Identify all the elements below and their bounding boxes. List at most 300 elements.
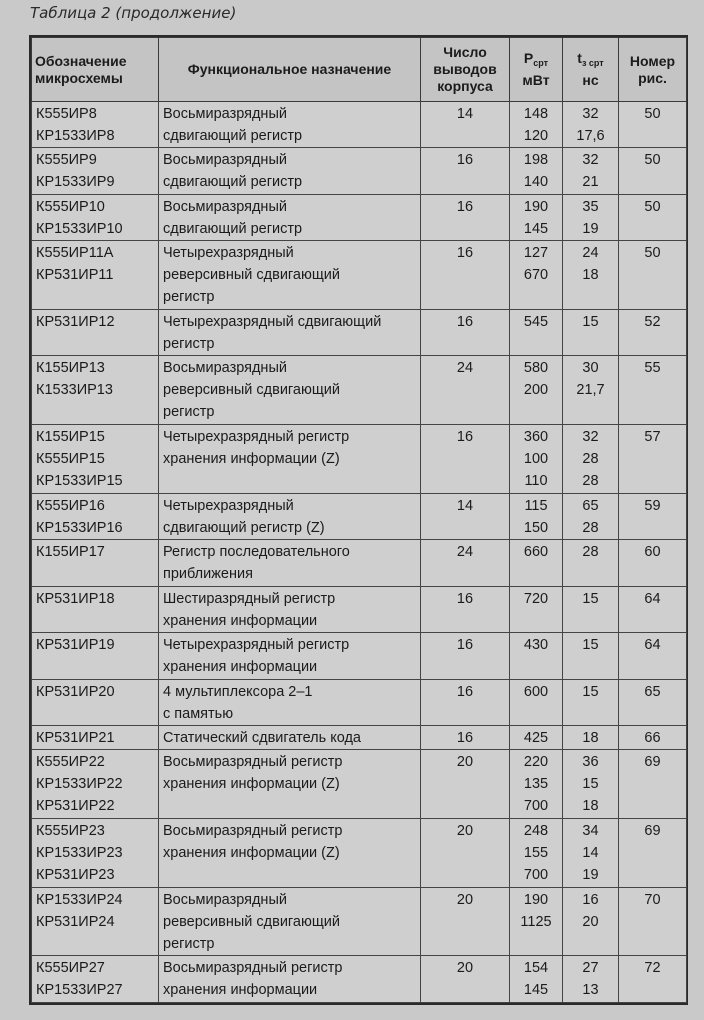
chip-name: КР1533ИР8: [36, 128, 115, 144]
pin-count: 16: [456, 590, 474, 607]
figure-cell: [619, 679, 687, 725]
delay-unit: нс: [582, 72, 599, 88]
function-line: сдвигающий регистр: [163, 128, 303, 144]
function-line: сдвигающий регистр: [163, 174, 303, 191]
delay-cell: [563, 750, 619, 819]
delay-cell: [563, 726, 619, 750]
figure-cell: [619, 356, 687, 425]
pin-count: 16: [456, 152, 474, 169]
power-value: 248: [523, 823, 549, 839]
function-line: Восьмиразрядный: [163, 198, 287, 215]
power-value: 600: [523, 683, 549, 700]
pins-cell: [421, 148, 510, 194]
figure-number: 59: [644, 497, 661, 514]
delay-value: 65: [582, 497, 599, 514]
power-cell: [510, 750, 563, 819]
chip-name: КР1533ИР16: [36, 519, 123, 536]
function-line: хранения информации: [163, 982, 318, 999]
delay-cell: [563, 194, 619, 240]
delay-value: 19: [582, 220, 599, 237]
chip-name: К555ИР22: [36, 754, 105, 771]
function-line: регистр: [163, 935, 215, 952]
function-cell: [159, 148, 421, 194]
pin-count: 24: [456, 360, 474, 377]
power-value: 580: [523, 360, 549, 377]
power-cell: [510, 241, 563, 310]
delay-value: 32: [582, 429, 599, 446]
chip-cell: [32, 540, 159, 586]
chip-name: КР531ИР18: [36, 590, 115, 607]
delay-value: 18: [582, 798, 599, 815]
chip-name: КР1533ИР10: [36, 220, 123, 237]
function-line: Восьмиразрядный регистр: [163, 960, 343, 977]
power-cell: [510, 493, 563, 539]
chip-cell: [32, 956, 159, 1003]
chip-cell: [32, 887, 159, 956]
delay-value: 24: [582, 245, 599, 262]
function-line: 4 мультиплексора 2–1: [163, 683, 313, 700]
figure-number: 69: [644, 754, 661, 771]
chip-name: КР531ИР19: [36, 637, 115, 654]
pins-cell: [421, 102, 510, 148]
pins-cell: [421, 194, 510, 240]
chip-cell: [32, 425, 159, 494]
chip-name: КР531ИР21: [36, 730, 115, 747]
pin-count: 16: [456, 730, 474, 747]
chip-cell: [32, 194, 159, 240]
delay-cell: [563, 356, 619, 425]
figure-number: 57: [644, 429, 661, 446]
power-value: 700: [523, 867, 549, 883]
delay-cell: [563, 493, 619, 539]
chip-cell: [32, 726, 159, 750]
function-line: хранения информации (Z): [163, 451, 340, 468]
figure-cell: [619, 540, 687, 586]
figure-number: 69: [644, 823, 661, 839]
delay-subscript: з срт: [581, 58, 604, 68]
chip-name: К555ИР23: [36, 823, 105, 839]
delay-cell: [563, 586, 619, 632]
delay-value: 15: [582, 683, 599, 700]
function-line: Четырехразрядный: [163, 497, 294, 514]
figure-number: 64: [644, 637, 661, 654]
power-value: 190: [523, 891, 549, 908]
pins-cell: [421, 356, 510, 425]
chip-cell: [32, 241, 159, 310]
delay-value: 14: [582, 845, 599, 861]
header-delay: [563, 38, 619, 102]
chip-cell: [32, 148, 159, 194]
table-row: [32, 493, 687, 539]
delay-cell: [563, 148, 619, 194]
figure-cell: [619, 241, 687, 310]
function-line: Четырехразрядный сдвигающий: [163, 314, 382, 331]
chip-name: КР531ИР12: [36, 314, 115, 331]
pins-cell: [421, 586, 510, 632]
function-line: регистр: [163, 336, 215, 353]
chip-cell: [32, 633, 159, 679]
chip-name: КР531ИР20: [36, 683, 115, 700]
delay-cell: [563, 540, 619, 586]
power-cell: [510, 148, 563, 194]
delay-value: 27: [582, 960, 599, 977]
pin-count: 20: [456, 823, 474, 839]
power-value: 190: [523, 198, 549, 215]
function-line: Восьмиразрядный регистр: [163, 823, 343, 839]
chip-cell: [32, 356, 159, 425]
function-cell: [159, 679, 421, 725]
function-cell: [159, 310, 421, 356]
pins-cell: [421, 241, 510, 310]
table-row: [32, 887, 687, 956]
chip-name: КР531ИР23: [36, 867, 115, 883]
figure-cell: [619, 819, 687, 888]
power-value: 220: [523, 754, 549, 771]
power-cell: [510, 586, 563, 632]
delay-value: 16: [582, 891, 599, 908]
pins-cell: [421, 633, 510, 679]
chip-name: КР1533ИР27: [36, 982, 123, 999]
table-row: [32, 241, 687, 310]
chip-name: К155ИР15: [36, 429, 105, 446]
power-value: 150: [523, 519, 549, 536]
function-line: Шестиразрядный регистр: [163, 590, 336, 607]
figure-cell: [619, 750, 687, 819]
table-row: [32, 102, 687, 148]
table-row: [32, 194, 687, 240]
delay-cell: [563, 887, 619, 956]
function-line: Четырехразрядный регистр: [163, 637, 350, 654]
power-value: 200: [523, 382, 549, 399]
power-value: 115: [524, 497, 548, 514]
header-pins-line: корпуса: [437, 78, 493, 94]
chip-cell: [32, 310, 159, 356]
header-pin-count: [421, 38, 510, 102]
pin-count: 24: [456, 544, 474, 561]
table-row: [32, 310, 687, 356]
delay-value: 32: [582, 106, 599, 122]
figure-number: 50: [644, 152, 661, 169]
chip-name: К555ИР11А: [36, 245, 114, 262]
power-cell: [510, 425, 563, 494]
chip-name: К555ИР8: [36, 106, 97, 122]
power-value: 360: [523, 429, 549, 446]
function-cell: [159, 633, 421, 679]
chip-name: КР531ИР24: [36, 913, 115, 930]
function-line: регистр: [163, 289, 215, 306]
chip-name: КР531ИР11: [36, 267, 114, 284]
figure-number: 55: [644, 360, 661, 377]
function-line: Восьмиразрядный: [163, 360, 287, 377]
power-cell: [510, 819, 563, 888]
pins-cell: [421, 726, 510, 750]
table-caption: Таблица 2 (продолжение): [30, 4, 237, 22]
figure-cell: [619, 586, 687, 632]
pin-count: 14: [456, 497, 474, 514]
delay-value: 21: [582, 174, 599, 191]
delay-value: 17,6: [576, 128, 605, 144]
table-row: [32, 819, 687, 888]
figure-cell: [619, 102, 687, 148]
power-value: 545: [523, 314, 549, 331]
function-line: сдвигающий регистр: [163, 220, 303, 237]
chip-name: КР1533ИР24: [36, 891, 123, 908]
delay-value: 20: [582, 913, 599, 930]
figure-cell: [619, 956, 687, 1003]
table-row: [32, 726, 687, 750]
figure-number: 52: [644, 314, 661, 331]
table-row: [32, 540, 687, 586]
function-line: Статический сдвигатель кода: [163, 730, 361, 747]
delay-value: 28: [582, 519, 599, 536]
chip-name: КР1533ИР22: [36, 776, 123, 793]
function-cell: [159, 425, 421, 494]
function-line: Восьмиразрядный: [163, 152, 287, 169]
chip-name: КР531ИР22: [36, 798, 115, 815]
header-function: Функциональное назначение: [159, 38, 421, 102]
function-cell: [159, 194, 421, 240]
pin-count: 16: [456, 683, 474, 700]
power-value: 198: [523, 152, 549, 169]
function-line: с памятью: [163, 705, 234, 722]
power-cell: [510, 356, 563, 425]
delay-cell: [563, 819, 619, 888]
header-pins-line: Число: [443, 44, 487, 60]
chip-name: КР1533ИР23: [36, 845, 123, 861]
power-value: 430: [523, 637, 549, 654]
header-chip-designation: [32, 38, 159, 102]
delay-cell: [563, 633, 619, 679]
power-cell: [510, 102, 563, 148]
figure-number: 60: [644, 544, 661, 561]
function-line: реверсивный сдвигающий: [163, 913, 340, 930]
function-line: реверсивный сдвигающий: [163, 267, 340, 284]
figure-number: 50: [644, 106, 661, 122]
table-row: [32, 679, 687, 725]
function-line: сдвигающий регистр (Z): [163, 519, 325, 536]
header-fig-line: рис.: [638, 69, 667, 86]
power-value: 145: [523, 982, 549, 999]
header-pins-line: выводов: [433, 61, 497, 77]
power-cell: [510, 956, 563, 1003]
figure-cell: [619, 887, 687, 956]
delay-value: 28: [582, 544, 599, 561]
pin-count: 16: [456, 314, 474, 331]
figure-number: 50: [644, 245, 661, 262]
table-row: [32, 633, 687, 679]
figure-cell: [619, 633, 687, 679]
chip-name: К555ИР9: [36, 152, 97, 169]
chip-cell: [32, 586, 159, 632]
delay-value: 15: [582, 590, 599, 607]
power-value: 135: [523, 776, 549, 793]
power-cell: [510, 726, 563, 750]
power-value: 100: [523, 451, 549, 468]
power-value: 1125: [520, 913, 552, 930]
function-cell: [159, 750, 421, 819]
delay-value: 15: [582, 314, 599, 331]
function-line: регистр: [163, 404, 215, 421]
function-line: Восьмиразрядный: [163, 106, 287, 122]
power-cell: [510, 194, 563, 240]
chip-name: К155ИР17: [36, 544, 105, 561]
pins-cell: [421, 310, 510, 356]
power-unit: мВт: [522, 72, 550, 88]
power-value: 425: [523, 730, 549, 747]
delay-value: 15: [582, 776, 599, 793]
pin-count: 14: [456, 106, 474, 122]
function-line: реверсивный сдвигающий: [163, 382, 340, 399]
figure-number: 65: [644, 683, 661, 700]
power-cell: [510, 679, 563, 725]
header-row: [32, 38, 687, 102]
pin-count: 20: [456, 960, 474, 977]
figure-cell: [619, 194, 687, 240]
table-row: [32, 956, 687, 1003]
pins-cell: [421, 956, 510, 1003]
header-chip-line: микросхемы: [35, 69, 123, 86]
figure-number: 66: [644, 730, 661, 747]
figure-number: 64: [644, 590, 661, 607]
figure-cell: [619, 310, 687, 356]
function-cell: [159, 102, 421, 148]
power-value: 127: [523, 245, 549, 262]
power-value: 700: [523, 798, 549, 815]
function-line: хранения информации: [163, 659, 318, 676]
chip-table-container: [29, 35, 688, 1005]
function-line: хранения информации: [163, 612, 318, 629]
delay-cell: [563, 425, 619, 494]
delay-cell: [563, 241, 619, 310]
function-line: Четырехразрядный регистр: [163, 429, 350, 446]
delay-cell: [563, 310, 619, 356]
power-value: 140: [523, 174, 549, 191]
delay-value: 28: [582, 473, 599, 490]
chip-name: КР1533ИР9: [36, 174, 115, 191]
chip-cell: [32, 102, 159, 148]
pin-count: 20: [456, 754, 474, 771]
function-line: Четырехразрядный: [163, 245, 294, 262]
function-cell: [159, 956, 421, 1003]
pins-cell: [421, 493, 510, 539]
function-cell: [159, 493, 421, 539]
chip-name: К555ИР27: [36, 960, 105, 977]
delay-value: 35: [582, 198, 599, 215]
function-cell: [159, 540, 421, 586]
power-value: 155: [523, 845, 549, 861]
delay-cell: [563, 102, 619, 148]
power-value: 154: [523, 960, 549, 977]
function-cell: [159, 586, 421, 632]
function-cell: [159, 887, 421, 956]
power-value: 145: [523, 220, 549, 237]
power-subscript: срт: [533, 58, 549, 68]
chip-name: К555ИР15: [36, 451, 105, 468]
figure-cell: [619, 726, 687, 750]
chip-table: [31, 37, 687, 1003]
chip-cell: [32, 679, 159, 725]
figure-number: 50: [644, 198, 661, 215]
delay-cell: [563, 956, 619, 1003]
table-row: [32, 750, 687, 819]
table-row: [32, 425, 687, 494]
pin-count: 16: [456, 429, 474, 446]
power-value: 720: [523, 590, 549, 607]
delay-symbol: t: [577, 50, 582, 66]
table-row: [32, 356, 687, 425]
chip-name: К155ИР13: [36, 360, 105, 377]
pin-count: 16: [456, 637, 474, 654]
delay-value: 15: [582, 637, 599, 654]
delay-value: 32: [582, 152, 599, 169]
chip-name: К1533ИР13: [36, 382, 113, 399]
delay-value: 28: [582, 451, 599, 468]
delay-value: 30: [582, 360, 599, 377]
function-cell: [159, 819, 421, 888]
delay-cell: [563, 679, 619, 725]
pins-cell: [421, 819, 510, 888]
power-value: 148: [523, 106, 549, 122]
table-row: [32, 586, 687, 632]
pins-cell: [421, 887, 510, 956]
function-line: Восьмиразрядный: [163, 891, 287, 908]
figure-number: 72: [644, 960, 661, 977]
pins-cell: [421, 679, 510, 725]
power-cell: [510, 633, 563, 679]
figure-cell: [619, 425, 687, 494]
delay-value: 21,7: [576, 382, 605, 399]
pin-count: 20: [456, 891, 474, 908]
function-cell: [159, 241, 421, 310]
pins-cell: [421, 425, 510, 494]
pins-cell: [421, 750, 510, 819]
chip-cell: [32, 493, 159, 539]
figure-number: 70: [644, 891, 661, 908]
chip-name: КР1533ИР15: [36, 473, 123, 490]
pins-cell: [421, 540, 510, 586]
power-value: 660: [523, 544, 549, 561]
power-symbol: P: [523, 50, 534, 66]
table-row: [32, 148, 687, 194]
function-line: Восьмиразрядный регистр: [163, 754, 343, 771]
delay-value: 13: [582, 982, 599, 999]
power-cell: [510, 310, 563, 356]
delay-value: 19: [582, 867, 599, 883]
power-cell: [510, 540, 563, 586]
power-cell: [510, 887, 563, 956]
figure-cell: [619, 493, 687, 539]
function-cell: [159, 356, 421, 425]
chip-name: К555ИР10: [36, 198, 105, 215]
function-line: Регистр последовательного: [163, 544, 350, 561]
chip-cell: [32, 750, 159, 819]
figure-cell: [619, 148, 687, 194]
power-value: 120: [523, 128, 549, 144]
function-line: приближения: [163, 566, 253, 583]
pin-count: 16: [456, 245, 474, 262]
header-power: [510, 38, 563, 102]
chip-cell: [32, 819, 159, 888]
delay-value: 34: [582, 823, 599, 839]
header-chip-line: Обозначение: [35, 52, 127, 69]
header-fig-line: Номер: [629, 52, 676, 69]
pin-count: 16: [456, 198, 474, 215]
function-cell: [159, 726, 421, 750]
chip-name: К555ИР16: [36, 497, 105, 514]
power-value: 110: [524, 473, 548, 490]
delay-value: 18: [582, 267, 599, 284]
delay-value: 18: [582, 730, 599, 747]
